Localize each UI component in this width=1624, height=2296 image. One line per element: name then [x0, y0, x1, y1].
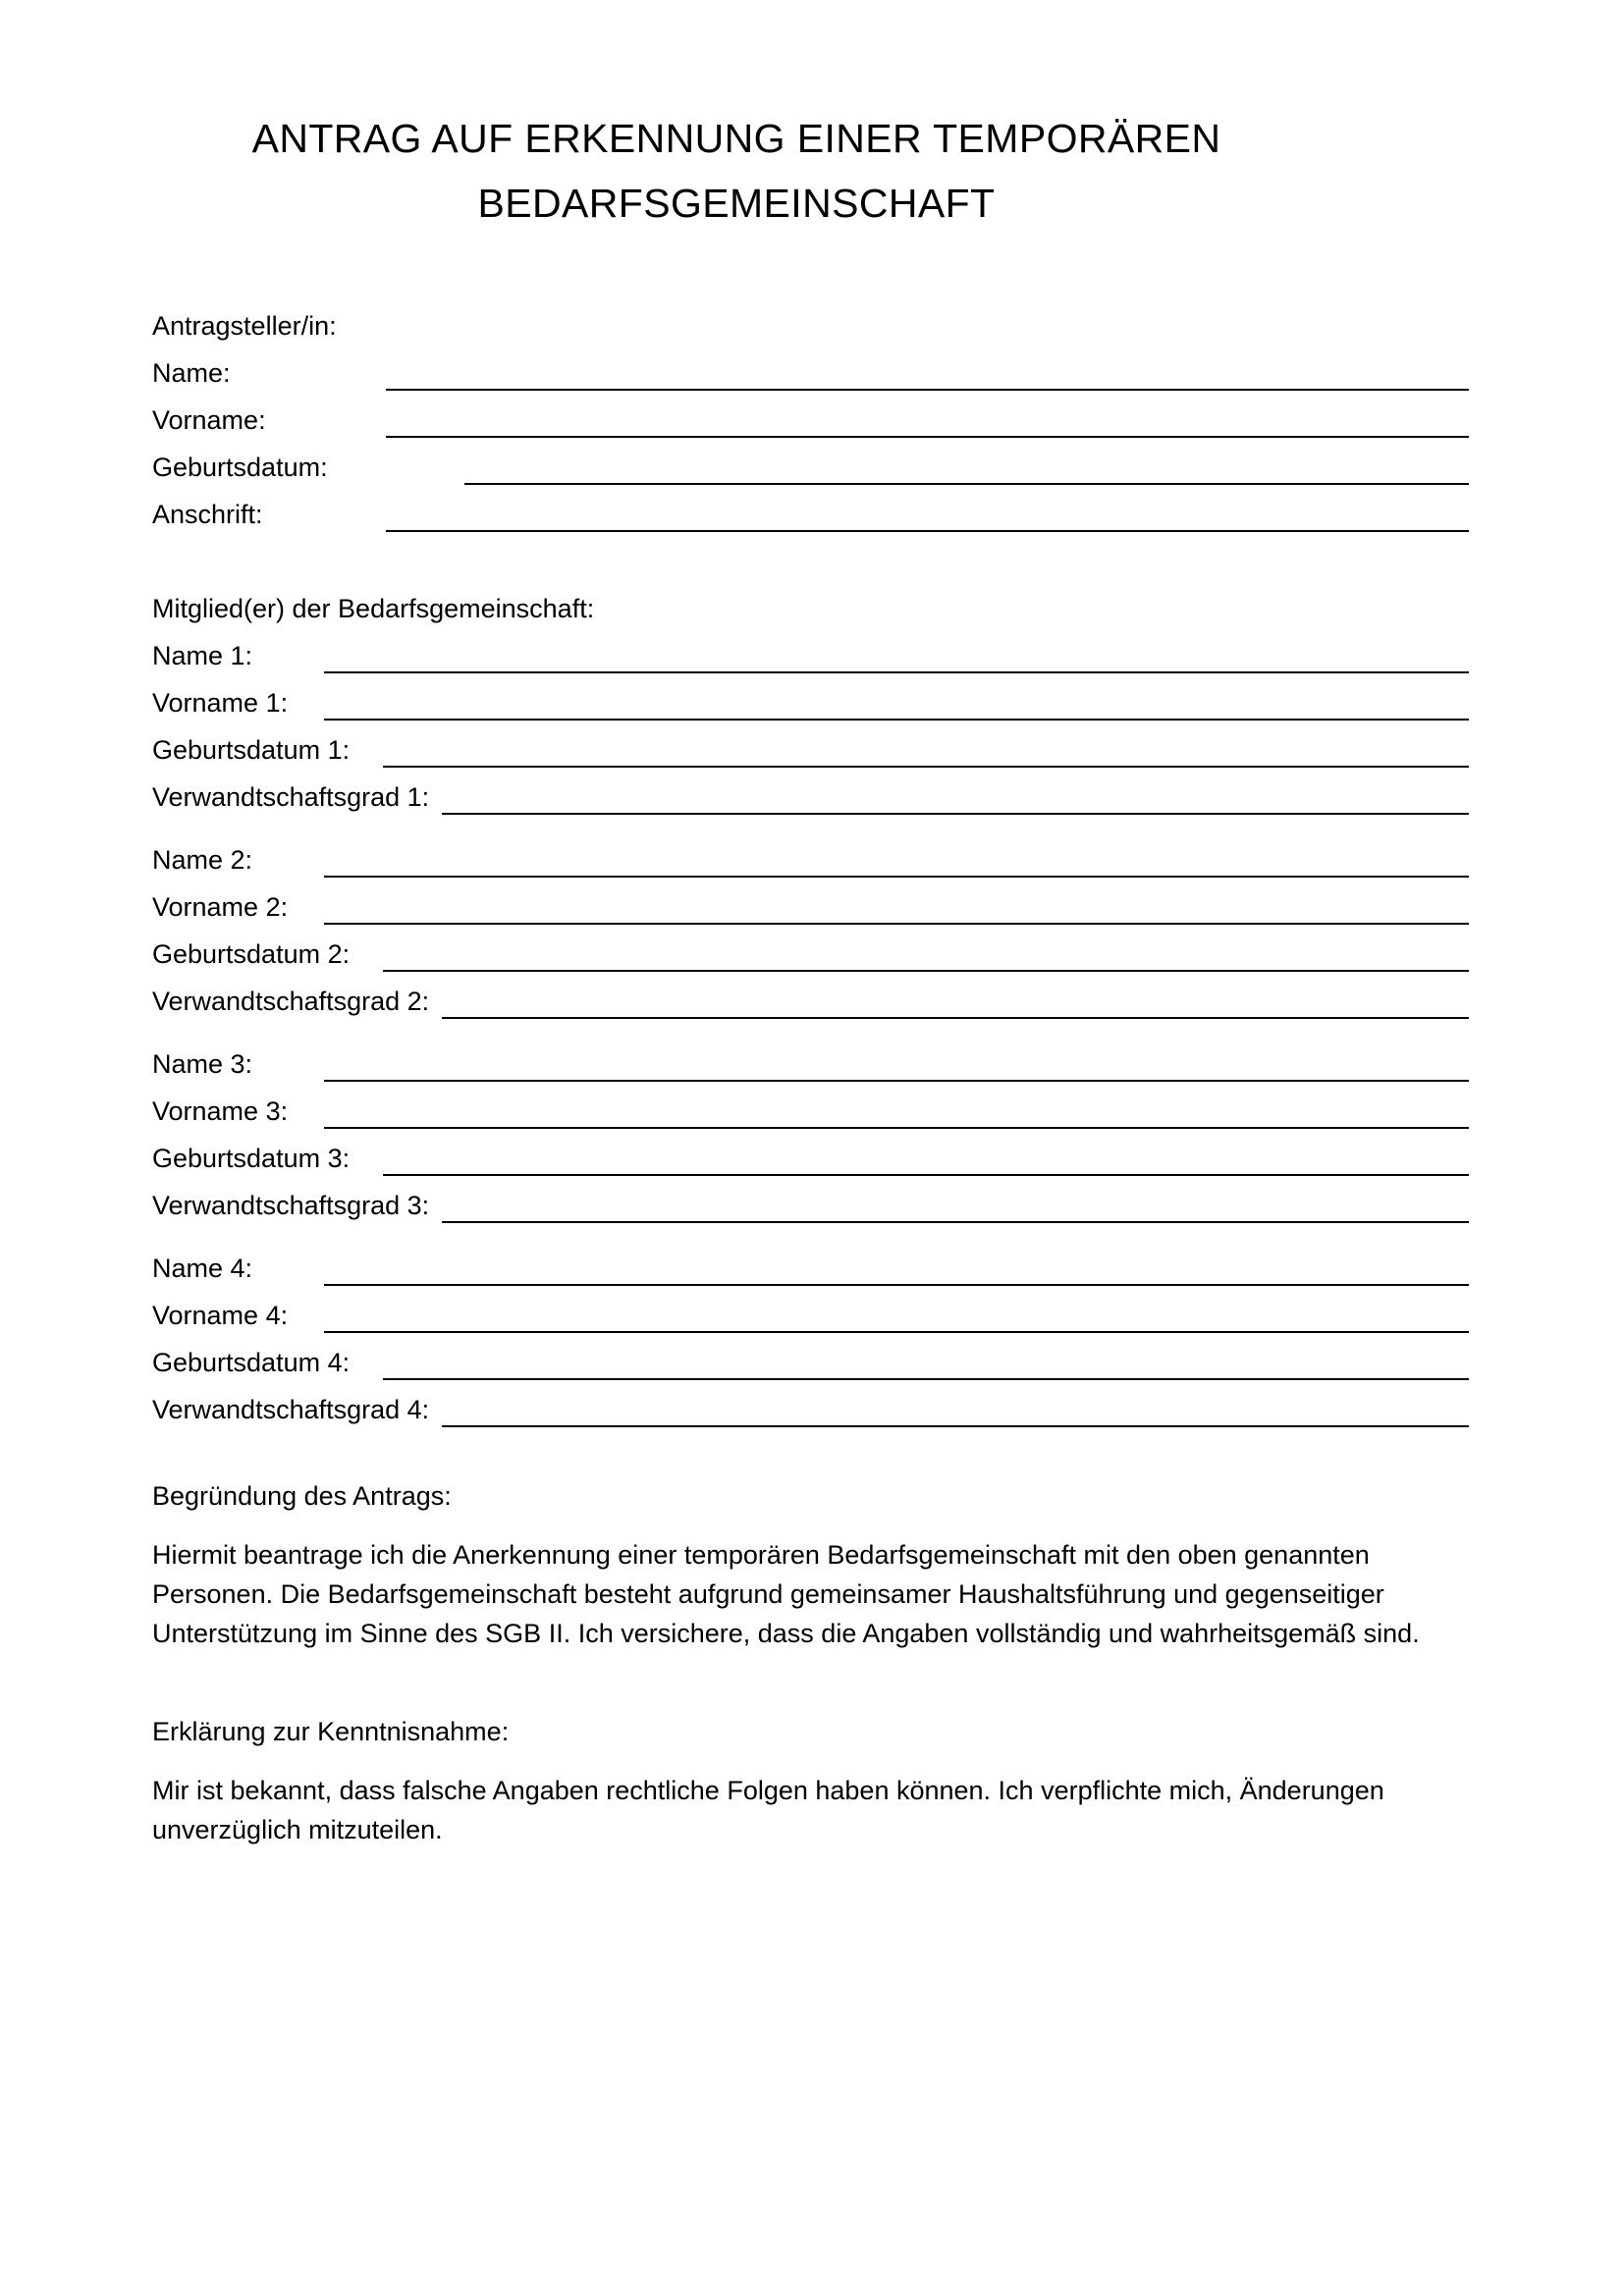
field-row-member4-vorname [152, 1292, 1469, 1339]
reason-body-text: Hiermit beantrage ich die Anerkennung einer temporären Bedarfsgemeinschaft mit den oben genannten Personen. Die Bedarfsgemeinschaft besteht aufgrund gemeinsamer Haushaltsführung und gegenseitiger Unterstützung im Sinne des SGB II. Ich versichere, dass die Angaben vollständig und wahrheitsgemäß sind. [152, 1540, 1420, 1648]
field-label: Verwandtschaftsgrad 2: [152, 987, 430, 1016]
field-input-line[interactable] [383, 970, 1469, 972]
field-row-member1-verwandtschaftsgrad [152, 774, 1469, 821]
field-label: Name: [152, 358, 231, 388]
field-label: Vorname 3: [152, 1096, 289, 1126]
spacer [152, 1025, 1469, 1041]
field-input-line[interactable] [442, 1425, 1469, 1427]
field-row-member4-name [152, 1245, 1469, 1292]
field-input-line[interactable] [386, 436, 1469, 438]
field-label: Vorname: [152, 405, 266, 435]
field-row-applicant-geburtsdatum [152, 444, 1469, 491]
acknowledgement-body-text: Mir ist bekannt, dass falsche Angaben rechtliche Folgen haben können. Ich verpflichte mich, Änderungen unverzüglich mitzuteilen. [152, 1776, 1384, 1844]
spacer [152, 1516, 1469, 1535]
field-row-member2-geburtsdatum [152, 931, 1469, 978]
field-label: Vorname 1: [152, 688, 289, 718]
field-row-member2-verwandtschaftsgrad [152, 978, 1469, 1025]
field-row-member2-vorname [152, 883, 1469, 931]
field-input-line[interactable] [324, 719, 1469, 721]
field-input-line[interactable] [442, 1221, 1469, 1223]
field-input-line[interactable] [383, 766, 1469, 768]
field-label: Name 1: [152, 641, 253, 670]
spacer [152, 821, 1469, 836]
field-input-line[interactable] [442, 813, 1469, 815]
members-section-heading: Mitglied(er) der Bedarfsgemeinschaft: [152, 594, 595, 623]
field-input-line[interactable] [324, 1080, 1469, 1082]
field-row-applicant-vorname [152, 397, 1469, 444]
field-label: Anschrift: [152, 500, 263, 529]
spacer [152, 1751, 1469, 1771]
field-label: Geburtsdatum 2: [152, 939, 351, 969]
field-label: Vorname 2: [152, 892, 289, 922]
applicant-section-heading: Antragsteller/in: [152, 311, 337, 341]
field-row-member1-geburtsdatum [152, 726, 1469, 774]
reason-heading: Begründung des Antrags: [152, 1481, 452, 1511]
field-label: Geburtsdatum 3: [152, 1144, 351, 1173]
field-row-applicant-name [152, 349, 1469, 397]
spacer [152, 1653, 1469, 1712]
field-row-member1-name [152, 632, 1469, 679]
field-label: Name 4: [152, 1254, 253, 1283]
field-row-member3-name [152, 1041, 1469, 1088]
field-input-line[interactable] [324, 923, 1469, 925]
field-row-member1-vorname [152, 679, 1469, 726]
field-row-applicant-anschrift [152, 491, 1469, 538]
spacer [152, 538, 1469, 585]
field-input-line[interactable] [383, 1174, 1469, 1176]
field-row-member2-name [152, 836, 1469, 883]
field-input-line[interactable] [383, 1378, 1469, 1380]
field-label: Verwandtschaftsgrad 1: [152, 782, 430, 812]
field-input-line[interactable] [386, 530, 1469, 532]
title-line-2: BEDARFSGEMEINSCHAFT [477, 181, 996, 226]
field-input-line[interactable] [324, 1284, 1469, 1286]
field-row-member3-geburtsdatum [152, 1135, 1469, 1182]
field-input-line[interactable] [464, 483, 1469, 485]
field-input-line[interactable] [442, 1017, 1469, 1019]
field-row-member3-vorname [152, 1088, 1469, 1135]
spacer [152, 1433, 1469, 1476]
field-label: Vorname 4: [152, 1301, 289, 1330]
field-row-member4-verwandtschaftsgrad [152, 1386, 1469, 1433]
field-row-member3-verwandtschaftsgrad [152, 1182, 1469, 1229]
field-label: Geburtsdatum 4: [152, 1348, 351, 1377]
field-label: Verwandtschaftsgrad 3: [152, 1191, 430, 1220]
acknowledgement-heading: Erklärung zur Kenntnisnahme: [152, 1717, 510, 1746]
field-input-line[interactable] [324, 1127, 1469, 1129]
spacer [152, 1229, 1469, 1245]
field-label: Geburtsdatum 1: [152, 735, 351, 765]
field-row-member4-geburtsdatum [152, 1339, 1469, 1386]
title-line-1: ANTRAG AUF ERKENNUNG EINER TEMPORÄREN [251, 116, 1221, 161]
field-label: Geburtsdatum: [152, 453, 328, 482]
document-title [0, 106, 1473, 236]
field-label: Name 3: [152, 1049, 253, 1079]
field-input-line[interactable] [386, 389, 1469, 391]
form-content [152, 302, 1469, 1849]
field-label: Name 2: [152, 845, 253, 875]
field-input-line[interactable] [324, 1331, 1469, 1333]
field-input-line[interactable] [324, 876, 1469, 878]
field-input-line[interactable] [324, 671, 1469, 673]
field-label: Verwandtschaftsgrad 4: [152, 1395, 430, 1424]
